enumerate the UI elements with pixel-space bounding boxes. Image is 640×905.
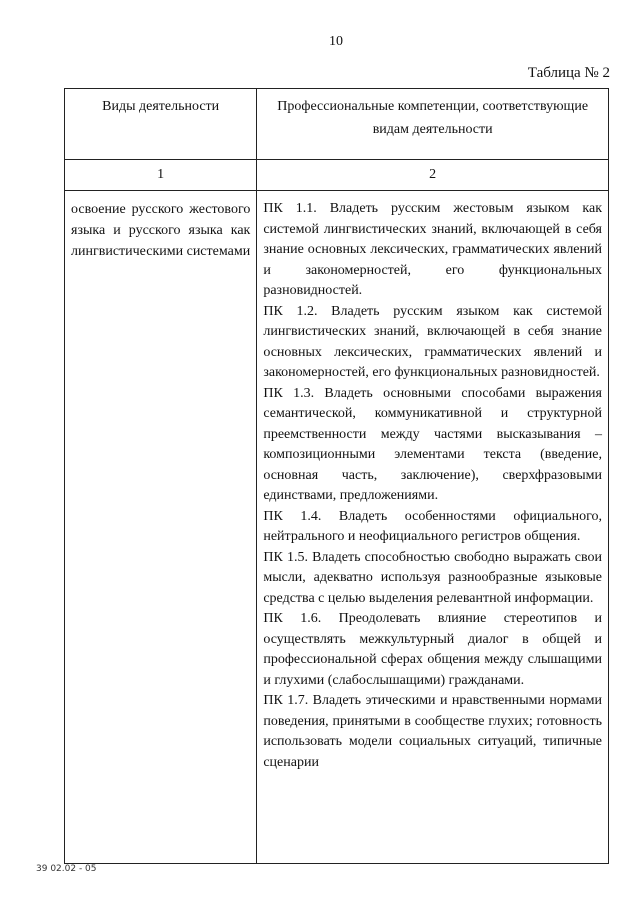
competency-pk-1-5: ПК 1.5. Владеть способностью свободно выражать свои мысли, адекватно используя разнообразные языковые средства с целью выделения релевантной информации. [263, 549, 602, 606]
header-row [65, 89, 609, 160]
competency-pk-1-2: ПК 1.2. Владеть русским языком как системой лингвистических знаний, включающей в себя знание основных лексических, грамматических явлений и закономерностей, его функциональных разновидностей. [263, 303, 602, 380]
competency-table [64, 88, 609, 864]
page-number: 10 [329, 34, 343, 49]
table-title: Таблица № 2 [527, 65, 610, 81]
competency-pk-1-1: ПК 1.1. Владеть русским жестовым языком как системой лингвистических знаний, включающей в себя знание основных лексических, грамматических явлений и закономерностей, его функциональных разновидностей. [263, 201, 602, 298]
competency-pk-1-7: ПК 1.7. Владеть этическими и нравственными нормами поведения, принятыми в сообществе глухих; готовность использовать модели социальных ситуаций, типичные сценарии [263, 693, 602, 770]
competencies-cell [257, 191, 609, 864]
column-number-row [65, 160, 609, 191]
competency-pk-1-3: ПК 1.3. Владеть основными способами выражения семантической, коммуникативной и структурной преемственности между частями высказывания – композиционными элементами текста (введение, основная часть, заключение), сверхфразовыми единствами, предложениями. [263, 385, 602, 503]
column-number-1: 1 [65, 160, 257, 191]
competency-pk-1-6: ПК 1.6. Преодолевать влияние стереотипов и осуществлять межкультурный диалог в общей и профессиональной сферах общения между слышащими и глухими (слабослышащими) гражданами. [263, 611, 602, 688]
footer-document-code: 39 02.02 - 05 [36, 864, 97, 874]
column-number-2: 2 [257, 160, 609, 191]
header-activity-types: Виды деятельности [65, 89, 257, 160]
activity-cell: освоение русского жестового языка и русского языка как лингвистическими системами [65, 191, 257, 864]
header-professional-competencies: Профессиональные компетенции, соответствующие видам деятельности [257, 89, 609, 160]
table-row [65, 191, 609, 864]
competency-pk-1-4: ПК 1.4. Владеть особенностями официального, нейтрального и неофициального регистров общения. [263, 508, 602, 544]
